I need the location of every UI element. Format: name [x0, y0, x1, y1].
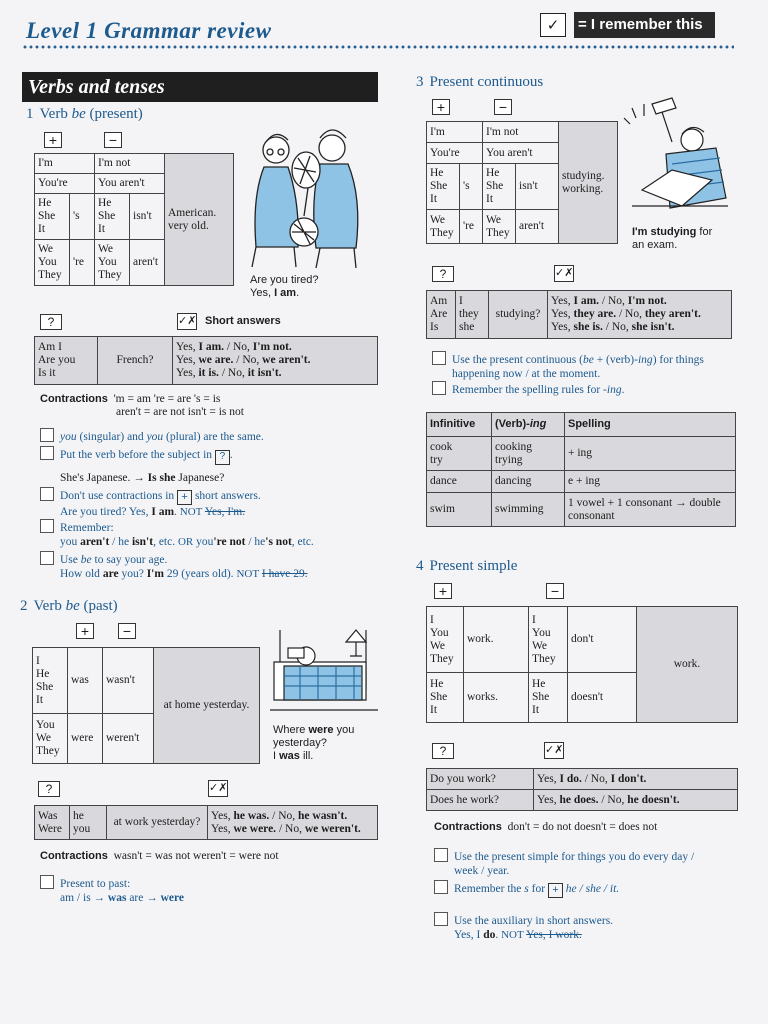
s3-notes: Use the present continuous (be + (verb)-ing) for things happening now / at the moment. Remember the spelling rules for -ing.: [432, 351, 736, 397]
dotted-divider: [22, 45, 734, 49]
checkbox[interactable]: [40, 875, 54, 889]
s1-contractions-2: aren't = are not isn't = is not: [116, 406, 244, 418]
tick-cross-icon: ✓✗: [177, 313, 197, 330]
tick-cross-icon: ✓✗: [544, 742, 564, 759]
present-continuous-table: I'm I'm not studying. working. You're You aren't He She It 's He She It isn't We They 're We They aren't: [426, 121, 618, 244]
tick-cross-icon: ✓✗: [554, 265, 574, 282]
s4-heading: 4 Present simple: [416, 558, 518, 574]
sick-in-bed-illustration: [270, 622, 378, 722]
minus-icon: −: [118, 623, 136, 639]
section-title: Verbs and tenses: [22, 72, 378, 102]
s2-caption: Where were you yesterday? I was ill.: [273, 724, 355, 762]
s3-heading: 3 Present continuous: [416, 74, 544, 90]
s1-heading: 1 Verb be (present): [26, 106, 143, 122]
be-present-table: I'm I'm not American. very old. You're You aren't He She It 's He She It isn't We You They 're We You They aren't: [34, 153, 234, 286]
minus-icon: −: [546, 583, 564, 599]
checkbox[interactable]: [434, 880, 448, 894]
checkbox[interactable]: [40, 446, 54, 460]
plus-icon: +: [76, 623, 94, 639]
checkbox[interactable]: [434, 848, 448, 862]
question-icon: ?: [432, 743, 454, 759]
spelling-table: Infinitive (Verb)-ing Spelling cook try cooking trying + ing dance dancing e + ing swim swimming 1 vowel + 1 consonant → double consonant: [426, 412, 736, 527]
remember-label: = I remember this: [574, 12, 715, 38]
studying-illustration: [622, 94, 734, 224]
check-icon: ✓: [540, 13, 566, 37]
minus-icon: −: [494, 99, 512, 115]
remember-legend: [540, 12, 715, 38]
present-simple-table: I You We They work. I You We They don't work. He She It works. He She It doesn't: [426, 606, 738, 723]
checkbox[interactable]: [40, 487, 54, 501]
question-icon: ?: [40, 314, 62, 330]
checkbox[interactable]: [40, 519, 54, 533]
be-past-questions: Was Were he you at work yesterday? Yes, he was. / No, he wasn't. Yes, we were. / No, we weren't.: [34, 805, 378, 840]
s1-notes: you (singular) and you (plural) are the same. Put the verb before the subject in ? . She's Japanese. → Is she Japanese? Don't use contractions in + short answers. Are you tired? Yes, I am. NOT Yes, I'm. Remember: you aren't / he isn't, etc. OR you're not / he's not, etc. Use be to say your age. How old are you? I'm 29 (years old). NOT I have 29.: [40, 428, 380, 581]
s2-contractions: Contractions wasn't = was not weren't = were not: [40, 850, 279, 862]
checkbox[interactable]: [40, 428, 54, 442]
checkbox[interactable]: [40, 551, 54, 565]
checkbox[interactable]: [432, 381, 446, 395]
s4-notes: Use the present simple for things you do every day / week / year. Remember the s for + he / she / it. Use the auxiliary in short answers. Yes, I do. NOT Yes, I work.: [434, 848, 738, 942]
checkbox[interactable]: [434, 912, 448, 926]
be-past-table: I He She It was wasn't at home yesterday. You We They were weren't: [32, 647, 260, 764]
s2-note: Present to past: am / is → was are → were: [40, 875, 184, 905]
question-icon: ?: [38, 781, 60, 797]
present-continuous-questions: Am Are Is I they she studying? Yes, I am. / No, I'm not. Yes, they are. / No, they aren't. Yes, she is. / No, she isn't.: [426, 290, 732, 339]
s1-caption: Are you tired? Yes, I am.: [250, 274, 319, 299]
question-icon: ?: [432, 266, 454, 282]
s4-contractions: Contractions don't = do not doesn't = does not: [434, 821, 658, 833]
page-title: Level 1 Grammar review: [26, 18, 272, 43]
s2-heading: 2 Verb be (past): [20, 598, 118, 614]
plus-icon: +: [44, 132, 62, 148]
checkbox[interactable]: [432, 351, 446, 365]
short-answers-label: Short answers: [205, 315, 281, 327]
be-present-questions: Am I Are you Is it French? Yes, I am. / No, I'm not. Yes, we are. / No, we aren't. Yes, it is. / No, it isn't.: [34, 336, 378, 385]
minus-icon: −: [104, 132, 122, 148]
plus-icon: +: [432, 99, 450, 115]
present-simple-questions: Do you work? Yes, I do. / No, I don't. Does he work? Yes, he does. / No, he doesn't.: [426, 768, 738, 811]
plus-icon: +: [434, 583, 452, 599]
s3-caption: I'm studying for an exam.: [632, 226, 713, 251]
tick-cross-icon: ✓✗: [208, 780, 228, 797]
s1-contractions: Contractions 'm = am 're = are 's = is: [40, 393, 221, 405]
tennis-players-illustration: [236, 122, 372, 272]
